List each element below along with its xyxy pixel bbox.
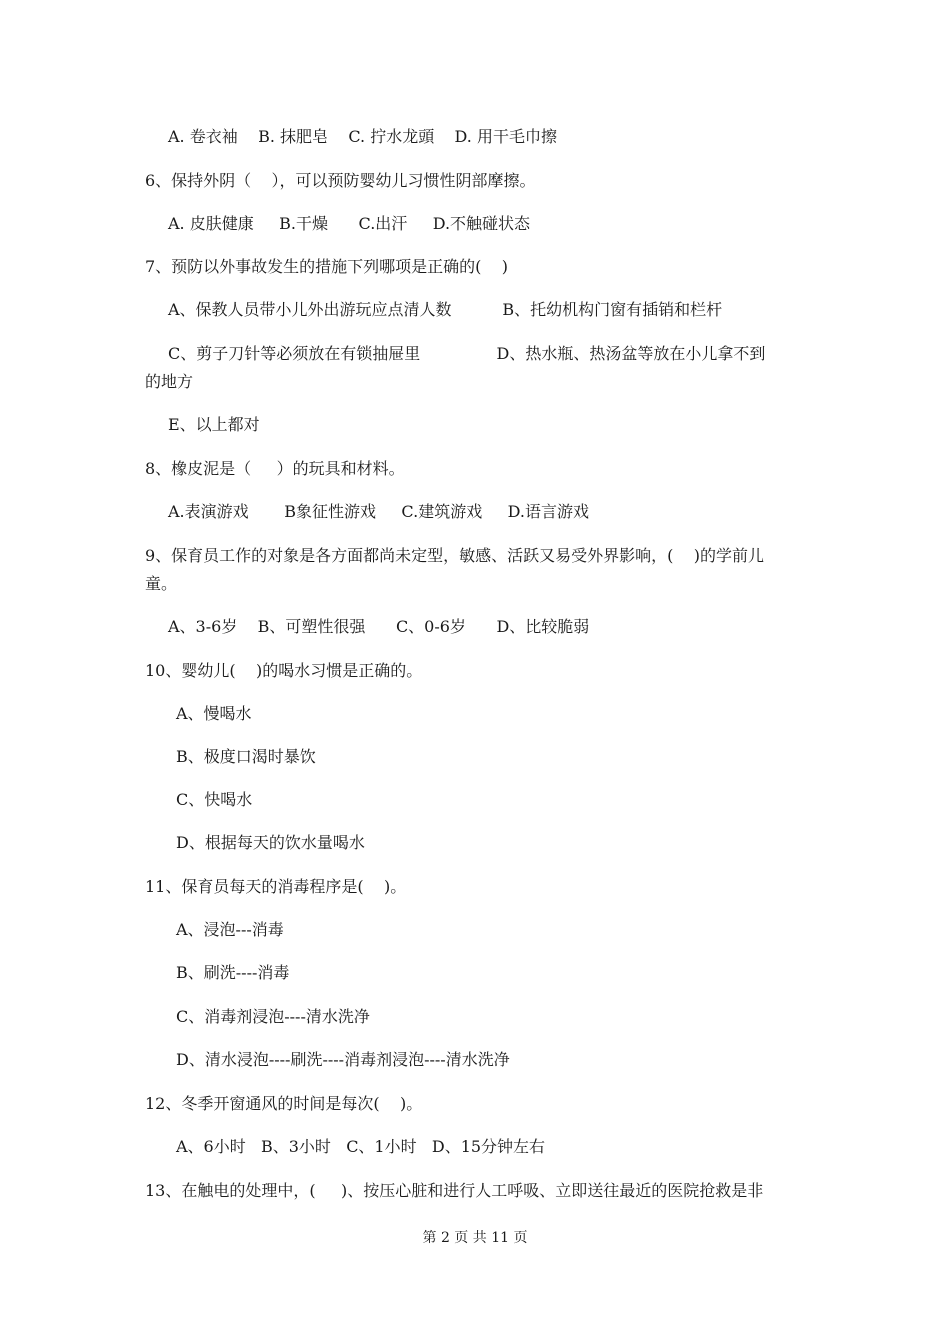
q5-options: A. 卷衣袖 B. 抹肥皂 C. 拧水龙頭 D. 用干毛巾擦 [168,127,557,146]
q11-option-a: A、浸泡---消毒 [176,920,284,939]
q11-option-b: B、刷洗----消毒 [176,963,290,982]
q11-option-d: D、清水浸泡----刷洗----消毒剂浸泡----清水洗净 [176,1050,510,1069]
q7-option-e: E、以上都对 [168,415,260,434]
question-11: 11、保育员每天的消毒程序是( )。 [145,877,407,896]
question-8: 8、橡皮泥是（ ）的玩具和材料。 [145,459,405,478]
q7-options-cd-cont: 的地方 [145,372,194,391]
q7-options-cd: C、剪子刀针等必须放在有锁抽屉里 D、热水瓶、热汤盆等放在小儿拿不到 [168,344,766,363]
question-10: 10、婴幼儿( )的喝水习惯是正确的。 [145,661,423,680]
question-9: 9、保育员工作的对象是各方面都尚未定型，敏感、活跃又易受外界影响，( )的学前儿 [145,546,765,565]
q10-option-a: A、慢喝水 [176,704,252,723]
q8-options: A.表演游戏 B象征性游戏 C.建筑游戏 D.语言游戏 [168,502,589,521]
question-9-cont: 童。 [145,574,178,593]
question-12: 12、冬季开窗通风的时间是每次( )。 [145,1094,423,1113]
question-7: 7、预防以外事故发生的措施下列哪项是正确的( ) [145,257,509,276]
q10-option-b: B、极度口渴时暴饮 [176,747,316,766]
q11-option-c: C、消毒剂浸泡----清水洗净 [176,1007,370,1026]
q6-options: A. 皮肤健康 B.干燥 C.出汗 D.不触碰状态 [168,214,531,233]
q10-option-d: D、根据每天的饮水量喝水 [176,833,365,852]
question-13: 13、在触电的处理中，( )、按压心脏和进行人工呼吸、立即送往最近的医院抢救是非 [145,1181,764,1200]
page-footer: 第 2 页 共 11 页 [422,1230,528,1246]
q7-options-ab: A、保教人员带小儿外出游玩应点清人数 B、托幼机构门窗有插销和栏杆 [168,300,723,319]
q12-options: A、6小时 B、3小时 C、1小时 D、15分钟左右 [176,1137,546,1156]
question-6: 6、保持外阴（ ），可以预防婴幼儿习惯性阴部摩擦。 [145,171,536,190]
q9-options: A、3-6岁 B、可塑性很强 C、0-6岁 D、比较脆弱 [168,617,590,636]
q10-option-c: C、快喝水 [176,790,253,809]
